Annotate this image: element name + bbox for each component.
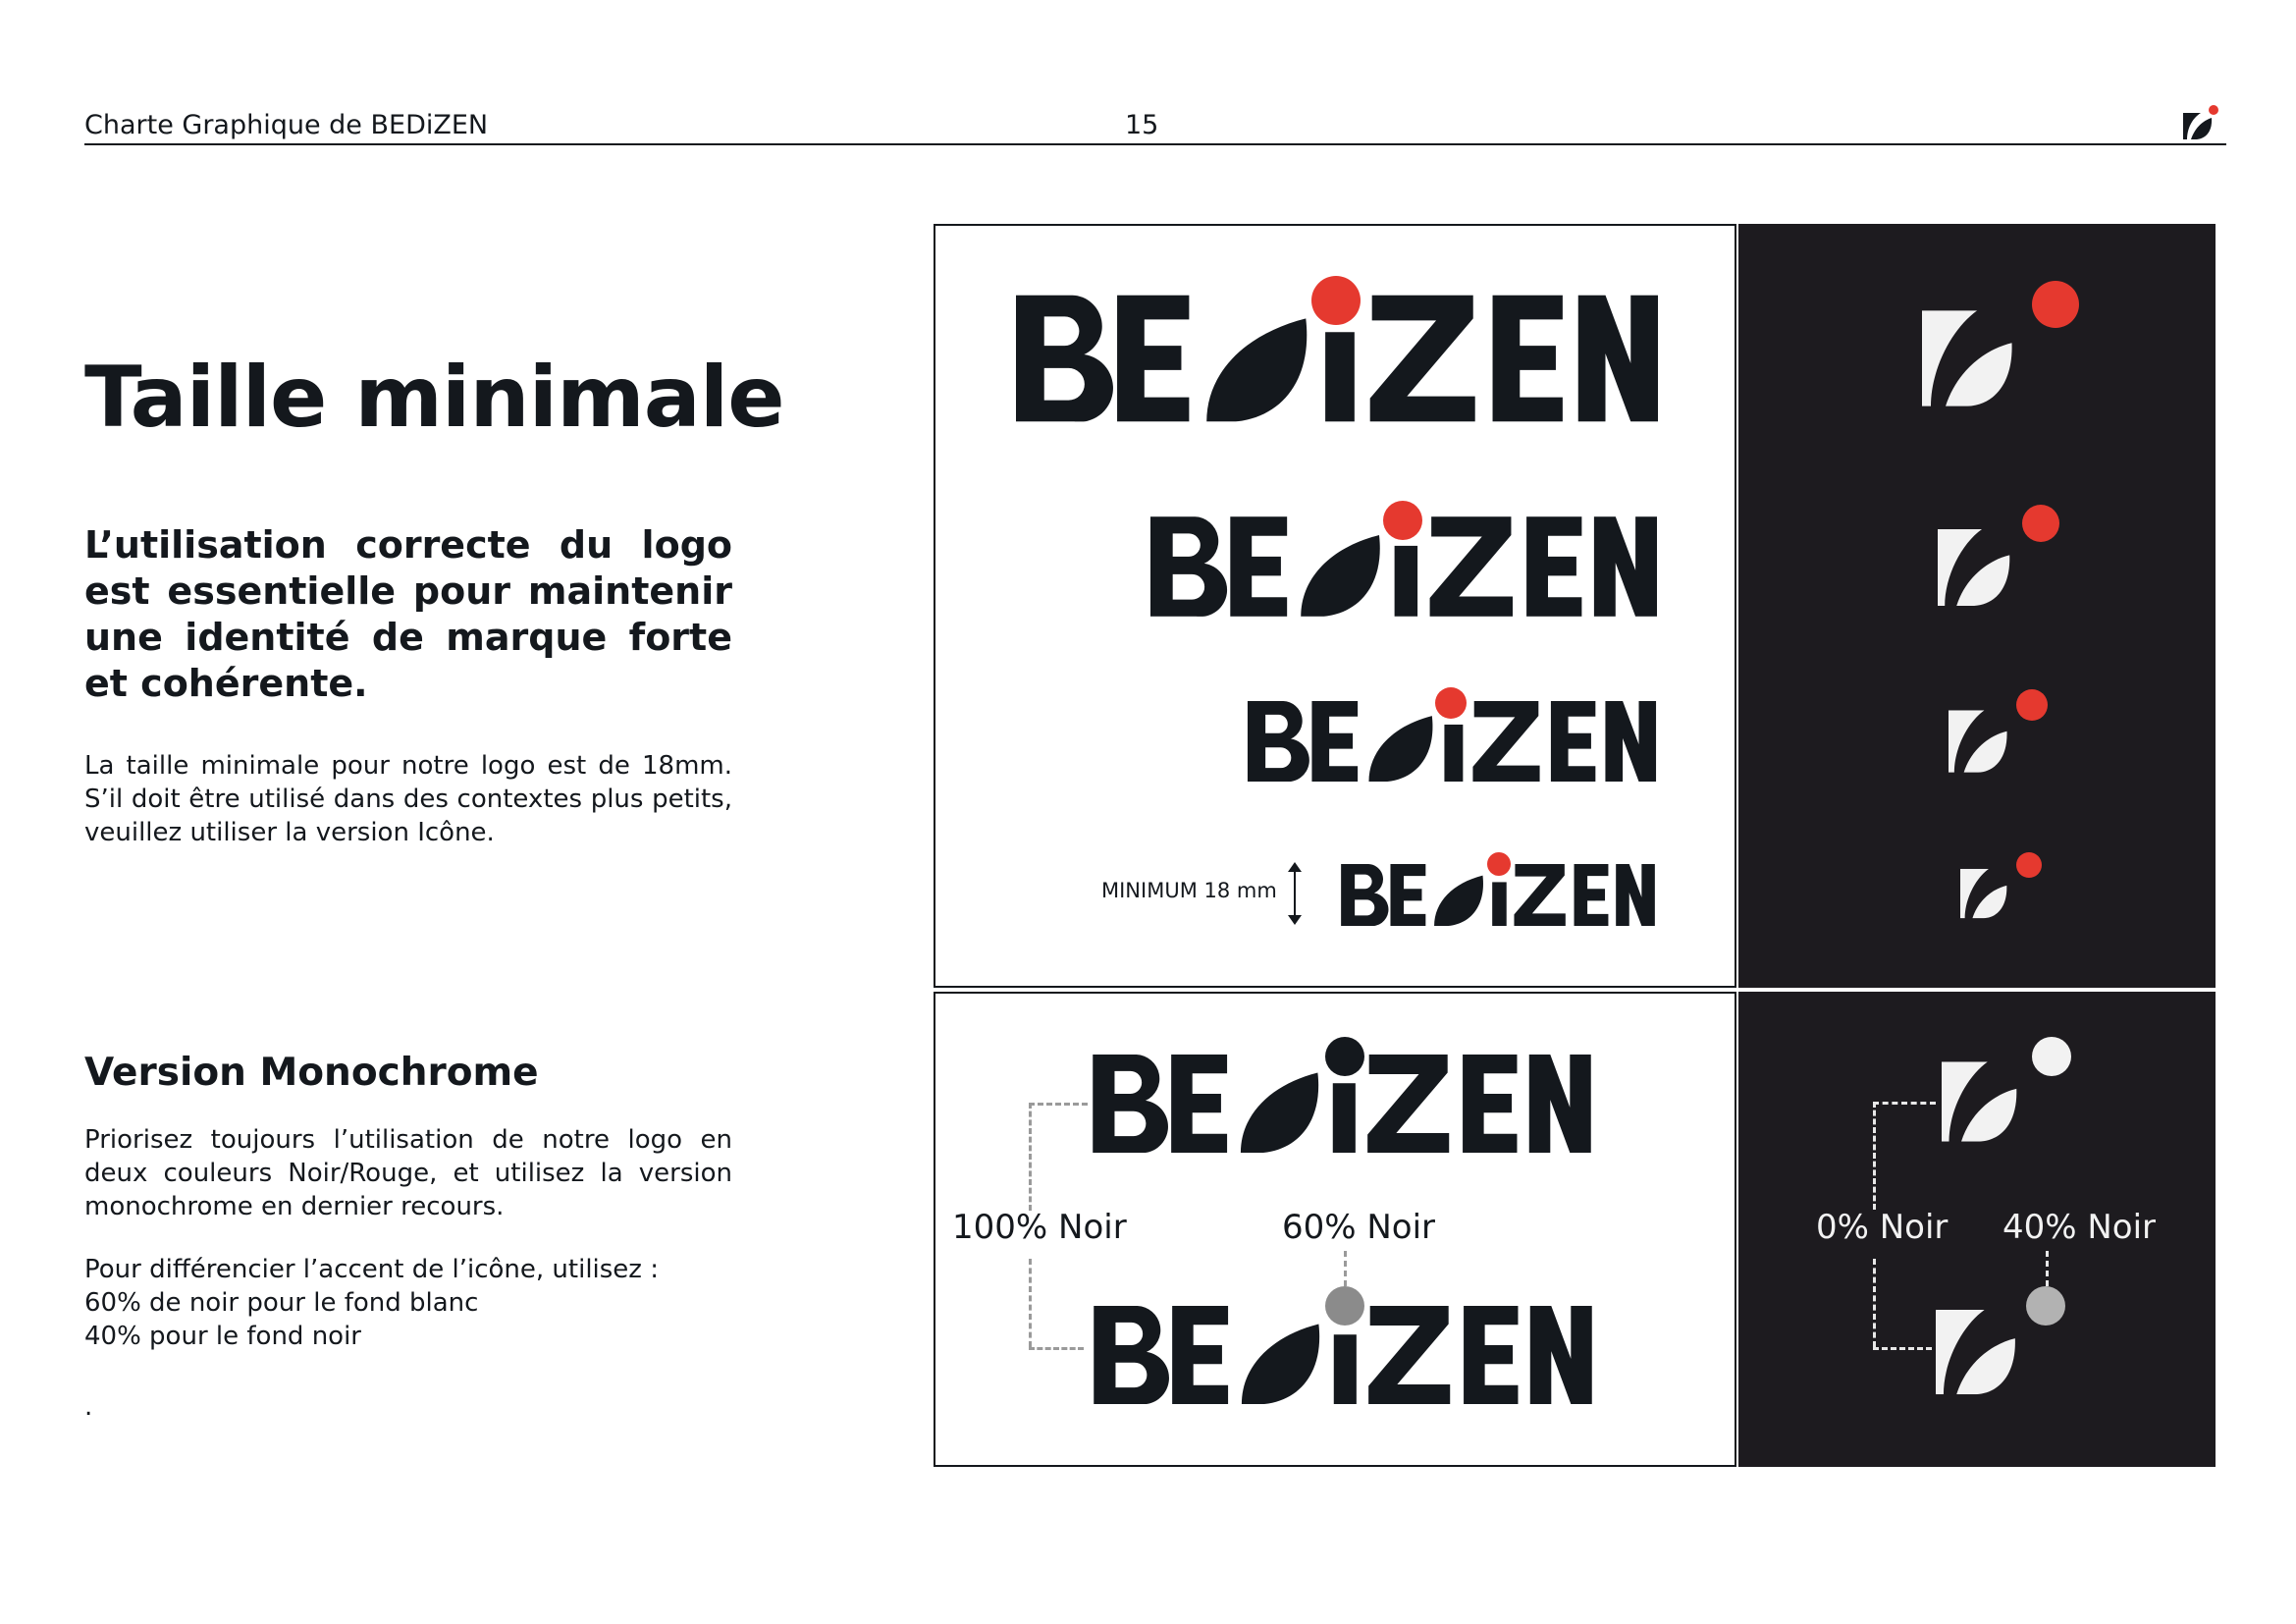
accent-instructions bbox=[84, 1253, 752, 1353]
bedizen-icon-medium bbox=[1938, 520, 2032, 615]
minimum-size-paragraph: La taille minimale pour notre logo est de 18mm. S’il doit être utilisé dans des contextes plus petits, veuillez utiliser la version Icône. bbox=[84, 751, 732, 847]
label-60-noir: 60% Noir bbox=[1282, 1208, 1436, 1247]
accent-dot-icon bbox=[2016, 689, 2048, 721]
minimum-size-label: MINIMUM 18 mm bbox=[1101, 879, 1277, 902]
height-arrow-icon bbox=[1286, 862, 1304, 925]
connector-line bbox=[1873, 1102, 1936, 1105]
accent-dot-icon bbox=[2022, 505, 2059, 542]
trailing-dot: . bbox=[84, 1392, 93, 1422]
label-100-noir: 100% Noir bbox=[952, 1208, 1127, 1247]
lead-paragraph: L’utilisation correcte du logo est essentielle pour maintenir une identité de marque forte et cohérente. bbox=[84, 523, 732, 705]
accent-line-1: Pour différencier l’accent de l’icône, utilisez : bbox=[84, 1255, 659, 1284]
accent-line-2: 60% de noir pour le fond blanc bbox=[84, 1288, 479, 1318]
accent-dot-icon bbox=[2032, 1037, 2071, 1076]
accent-dot-icon bbox=[1325, 1286, 1364, 1326]
connector-line bbox=[1873, 1347, 1932, 1350]
accent-dot-icon bbox=[1383, 501, 1422, 540]
connector-line bbox=[1029, 1347, 1084, 1350]
header-rule bbox=[84, 143, 2226, 145]
connector-line bbox=[1344, 1251, 1347, 1286]
connector-line bbox=[1873, 1102, 1876, 1210]
connector-line bbox=[2046, 1251, 2049, 1286]
connector-line bbox=[1029, 1103, 1032, 1211]
accent-line-3: 40% pour le fond noir bbox=[84, 1322, 361, 1351]
bedizen-icon-40-noir bbox=[1936, 1302, 2040, 1402]
bedizen-icon-large bbox=[1922, 297, 2040, 420]
bedizen-icon-0-noir bbox=[1942, 1053, 2040, 1151]
monochrome-heading: Version Monochrome bbox=[84, 1051, 539, 1095]
monochrome-paragraph: Priorisez toujours l’utilisation de notre logo en deux couleurs Noir/Rouge, et utilisez la version monochrome en dernier recours. bbox=[84, 1125, 732, 1221]
connector-line bbox=[1873, 1259, 1876, 1347]
brand-mark-icon bbox=[2181, 104, 2220, 141]
connector-line bbox=[1029, 1103, 1088, 1106]
label-40-noir: 40% Noir bbox=[2002, 1208, 2157, 1247]
label-0-noir: 0% Noir bbox=[1816, 1208, 1949, 1247]
accent-dot-icon bbox=[1435, 687, 1467, 719]
connector-line bbox=[1029, 1259, 1032, 1347]
accent-dot-icon bbox=[1325, 1037, 1364, 1076]
accent-dot-icon bbox=[1487, 852, 1511, 876]
accent-dot-icon bbox=[2032, 281, 2079, 328]
accent-dot-icon bbox=[2016, 852, 2042, 878]
accent-dot-icon bbox=[2026, 1286, 2065, 1326]
bedizen-icon-minimum bbox=[1960, 864, 2021, 923]
document-title: Charte Graphique de BEDiZEN bbox=[84, 110, 489, 140]
bedizen-icon-small bbox=[1949, 703, 2025, 780]
page-number: 15 bbox=[1125, 110, 1159, 140]
page-title: Taille minimale bbox=[84, 349, 784, 447]
accent-dot-icon bbox=[1311, 276, 1361, 325]
